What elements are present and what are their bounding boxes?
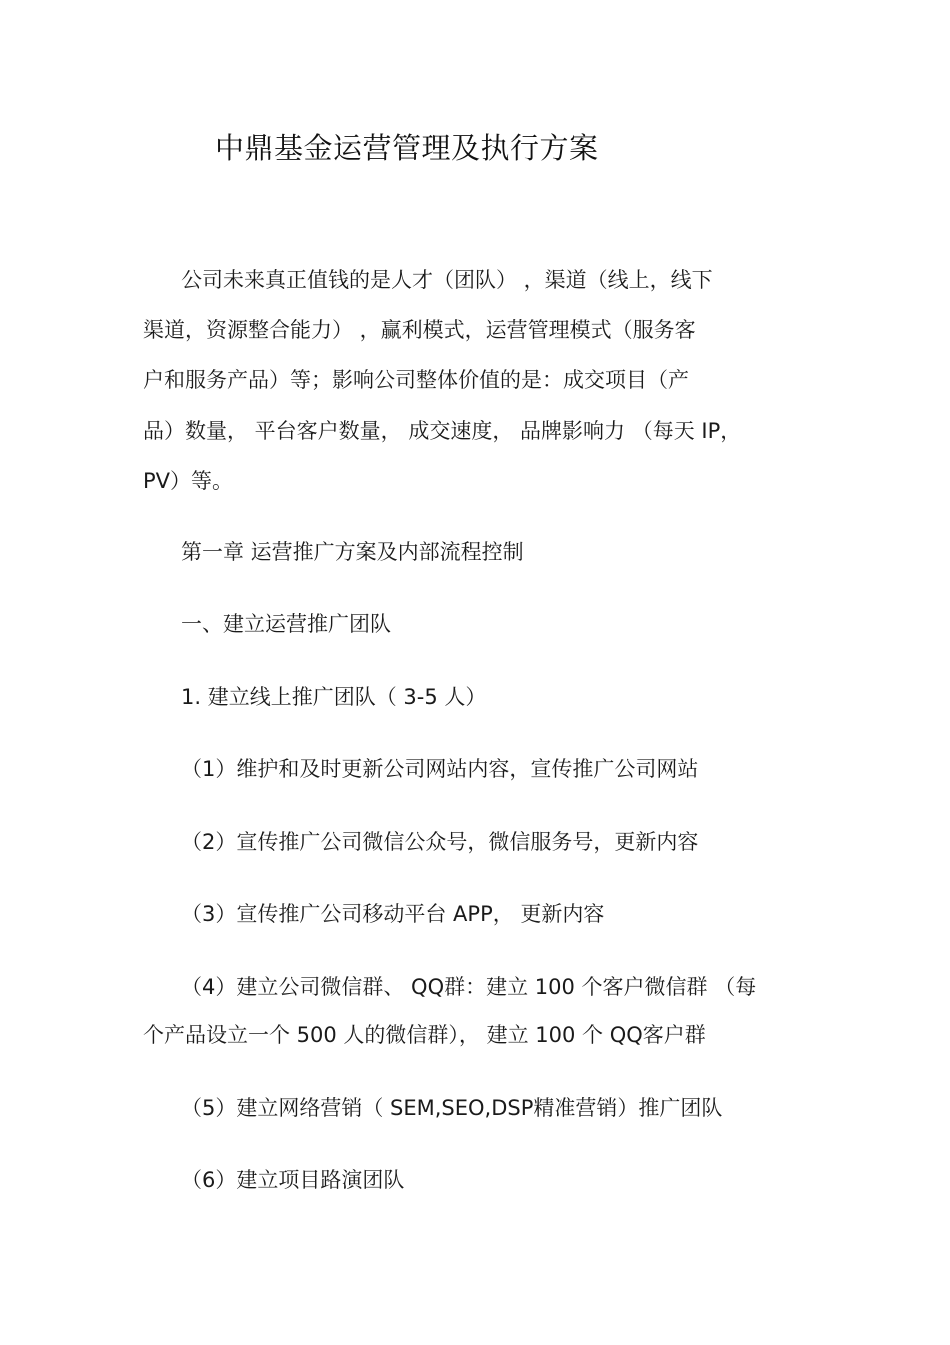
intro-line-4: 品）数量， 平台客户数量， 成交速度， 品牌影响力 （每天 IP， — [143, 419, 742, 443]
document-title: 中鼎基金运营管理及执行方案 — [215, 131, 599, 165]
list-item: （1）维护和及时更新公司网站内容，宣传推广公司网站 — [181, 757, 699, 781]
subsection-heading: 1. 建立线上推广团队（ 3-5 人） — [181, 685, 487, 709]
intro-line-2: 渠道，资源整合能力） ，赢利模式，运营管理模式（服务客 — [143, 318, 696, 342]
intro-line-1: 公司未来真正值钱的是人才（团队） ，渠道（线上，线下 — [181, 268, 713, 292]
list-item: （6）建立项目路演团队 — [181, 1168, 405, 1192]
chapter-heading: 第一章 运营推广方案及内部流程控制 — [181, 540, 524, 564]
list-item: （3）宣传推广公司移动平台 APP， 更新内容 — [181, 902, 605, 926]
list-item-continuation: 个产品设立一个 500 人的微信群）， 建立 100 个 QQ客户群 — [143, 1023, 706, 1047]
list-item: （2）宣传推广公司微信公众号，微信服务号，更新内容 — [181, 830, 699, 854]
section-heading: 一、建立运营推广团队 — [181, 612, 391, 636]
list-item: （4）建立公司微信群、 QQ群：建立 100 个客户微信群 （每 — [181, 975, 757, 999]
intro-line-5: PV）等。 — [143, 469, 234, 493]
list-item: （5）建立网络营销（ SEM,SEO,DSP精准营销）推广团队 — [181, 1096, 723, 1120]
intro-line-3: 户和服务产品）等；影响公司整体价值的是：成交项目（产 — [143, 368, 689, 392]
